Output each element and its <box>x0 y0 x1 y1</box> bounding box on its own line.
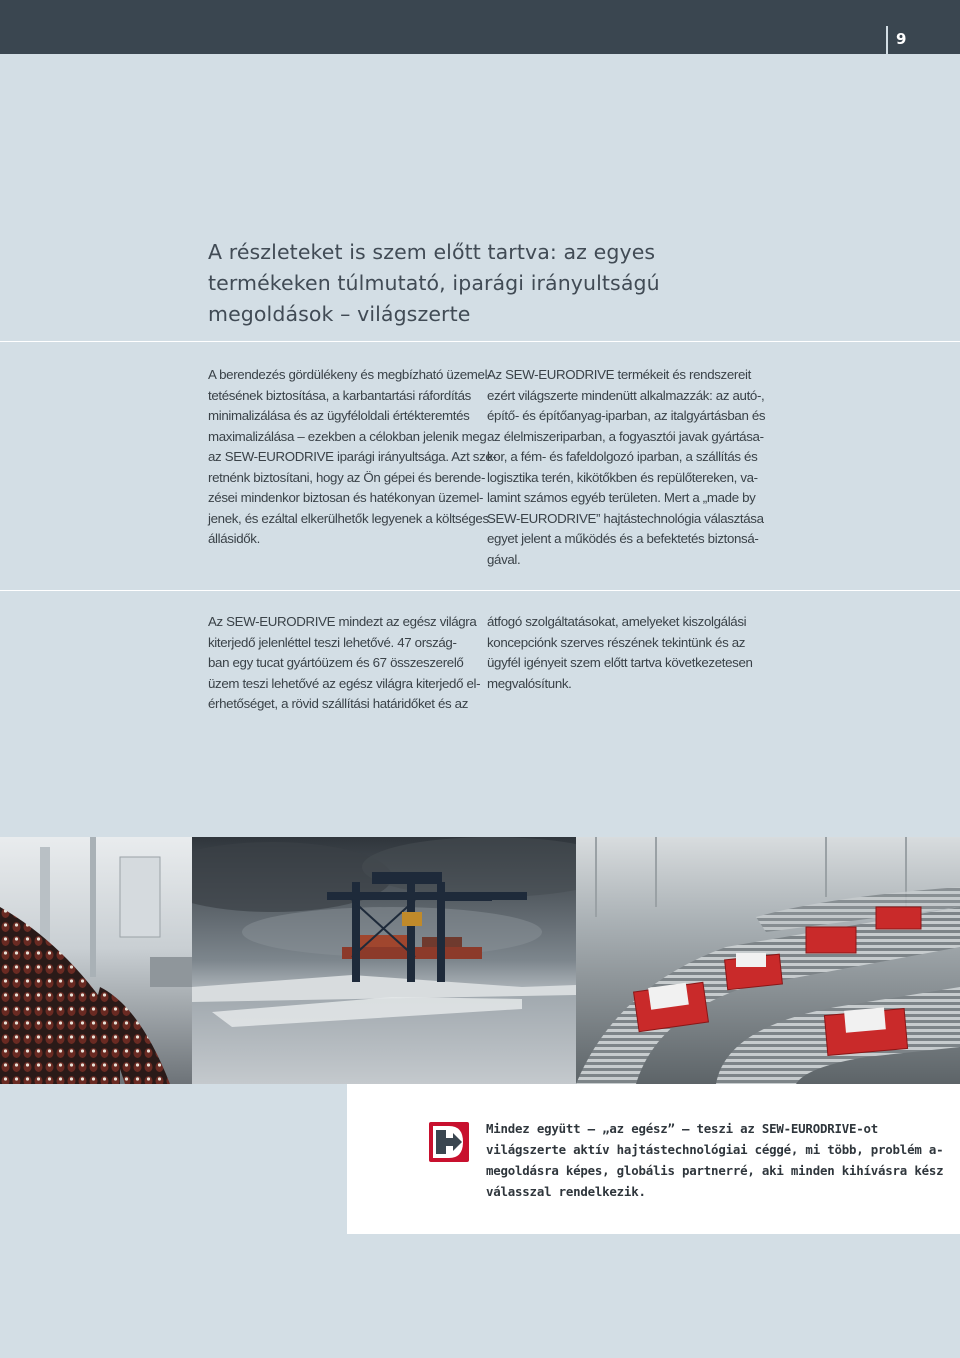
text-line: logisztika terén, kikötőkben és repülőtereken, va- <box>487 469 758 485</box>
section2-right-column <box>487 612 753 694</box>
text-line: az élelmiszeriparban, a fogyasztói javak gyártása- <box>487 428 764 444</box>
text-line: kor, a fém- és fafeldolgozó iparban, a szállítás és <box>487 449 758 464</box>
divider <box>0 590 960 591</box>
headline-line: termékeken túlmutató, iparági irányultságú <box>208 271 660 295</box>
text-line: érhetőséget, a rövid szállítási határidőket és az <box>208 696 469 711</box>
section1-right-column <box>487 365 766 570</box>
harbor-crane-photo <box>192 837 576 1084</box>
text-line: Az SEW-EURODRIVE mindezt az egész világra <box>208 614 477 629</box>
section1-left-column <box>208 365 497 550</box>
callout-text <box>486 1118 946 1202</box>
text-line: átfogó szolgáltatásokat, amelyeket kiszolgálási <box>487 614 747 629</box>
text-line: minimalizálása és az ügyféloldali értékteremtés <box>208 408 470 423</box>
text-line: lamint számos egyéb területen. Mert a „made by <box>487 490 756 505</box>
text-line: ügyfél igényeit szem előtt tartva következetesen <box>487 655 753 670</box>
text-line: retnénk biztosítani, hogy az Ön gépei és berende- <box>208 469 486 485</box>
callout-line: megoldásra képes, globális partnerré, aki minden kihívásra kész <box>486 1163 944 1178</box>
text-line: zései mindenkor biztosan és hatékonyan üzemel- <box>208 490 484 505</box>
text-line: A berendezés gördülékeny és megbízható üzemel- <box>208 367 492 382</box>
logistics-conveyor-photo <box>576 837 960 1084</box>
callout-line: válasszal rendelkezik. <box>486 1184 646 1199</box>
text-line: üzem teszi lehetővé az egész világra kiterjedő el- <box>208 675 481 691</box>
text-line: jenek, és ezáltal elkerülhetők legyenek a költséges <box>208 510 489 526</box>
text-line: ezért világszerte mindenütt alkalmazzák: az autó-, <box>487 387 765 403</box>
text-line: az SEW-EURODRIVE iparági irányultsága. Azt sze- <box>208 449 497 464</box>
bottling-line-photo <box>0 837 192 1084</box>
callout-line: Mindez együtt – „az egész” – teszi az SEW-EURODRIVE-ot <box>486 1121 879 1136</box>
page-number: 9 <box>896 30 907 48</box>
divider <box>0 341 960 342</box>
section2-left-column <box>208 612 481 715</box>
callout-box <box>347 1084 960 1234</box>
text-line: ban egy tucat gyártóüzem és 67 összeszerelő <box>208 655 464 670</box>
text-line: koncepciónk szerves részének tekintünk és az <box>487 634 746 650</box>
arrow-right-icon <box>429 1122 469 1162</box>
text-line: építő- és építőanyag-iparban, az italgyártásban és <box>487 408 766 423</box>
text-line: maximalizálása – ezekben a célokban jelenik meg <box>208 428 487 444</box>
text-line: megvalósítunk. <box>487 675 572 691</box>
text-line: állásidők. <box>208 531 260 546</box>
text-line: Az SEW-EURODRIVE termékeit és rendszereit <box>487 367 751 382</box>
text-line: egyet jelent a működés és a befektetés biztonsá- <box>487 531 759 546</box>
headline-line: megoldások – világszerte <box>208 302 471 326</box>
text-line: kiterjedő jelenléttel teszi lehetővé. 47 ország- <box>208 634 457 650</box>
top-bar <box>0 0 960 54</box>
text-line: SEW-EURODRIVE” hajtástechnológia választása <box>487 510 764 526</box>
text-line: gával. <box>487 551 521 567</box>
page-headline <box>208 237 728 330</box>
callout-line: világszerte aktív hajtástechnológiai céggé, mi több, problém a- <box>486 1142 944 1157</box>
text-line: tetésének biztosítása, a karbantartási ráfordítás <box>208 387 471 403</box>
headline-line: A részleteket is szem előtt tartva: az egyes <box>208 240 656 264</box>
